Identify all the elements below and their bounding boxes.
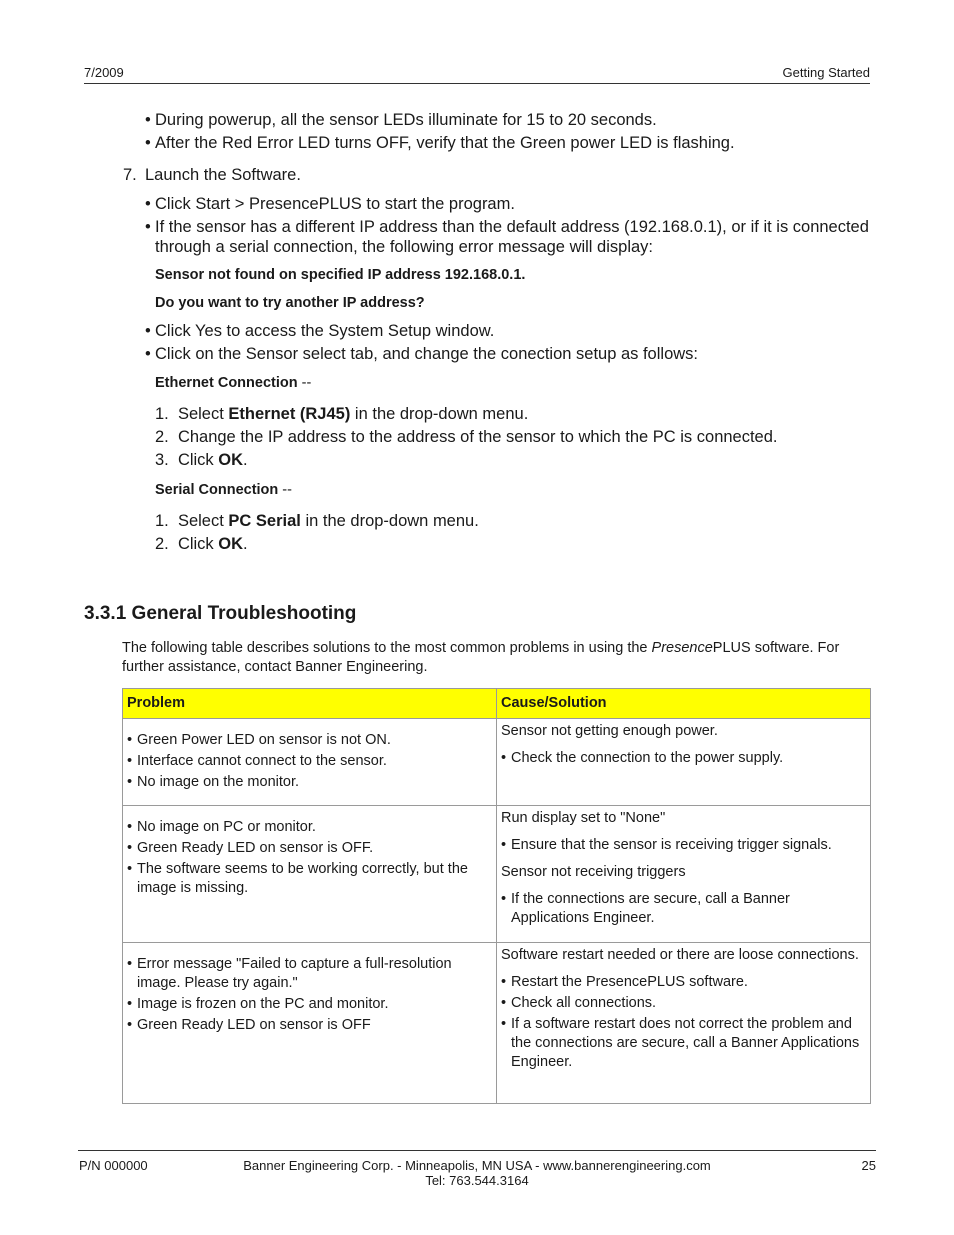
list-item: • Check all connections. [501, 995, 657, 1011]
header-section: Getting Started [782, 65, 870, 80]
list-item: • Check the connection to the power supply. [501, 750, 784, 766]
cause-text: Run display set to "None" [501, 810, 666, 826]
footer-part-number: P/N 000000 [79, 1158, 148, 1173]
ethernet-heading: Ethernet Connection -- [155, 375, 312, 391]
list-item: • Restart the PresencePLUS software. [501, 974, 748, 990]
list-item: • During powerup, all the sensor LEDs illuminate for 15 to 20 seconds. [145, 111, 657, 129]
footer-phone: Tel: 763.544.3164 [425, 1173, 529, 1188]
column-header-cause-solution: Cause/Solution [497, 689, 871, 719]
list-item: • Click Yes to access the System Setup window. [145, 322, 495, 340]
list-item: • Ensure that the sensor is receiving trigger signals. [501, 837, 832, 853]
error-message-line: Do you want to try another IP address? [155, 295, 425, 311]
list-item: • If the connections are secure, call a Banner Applications Engineer. [501, 891, 790, 926]
troubleshooting-table [122, 688, 871, 1104]
solution-cell [497, 719, 871, 806]
solution-cell [497, 943, 871, 1104]
serial-step: 1. Select PC Serial in the drop-down menu. [155, 512, 479, 530]
cause-text: Software restart needed or there are loose connections. [501, 947, 859, 963]
table-row [123, 806, 871, 943]
section-intro: The following table describes solutions to the most common problems in using the PresencePLUS software. For further assistance, contact Banner Engineering. [122, 640, 840, 675]
list-item: • The software seems to be working correctly, but the image is missing. [127, 861, 468, 896]
cause-text: Sensor not receiving triggers [501, 864, 686, 880]
footer-page-number: 25 [861, 1158, 876, 1173]
error-message-line: Sensor not found on specified IP address 192.168.0.1. [155, 267, 526, 283]
list-item: • Green Power LED on sensor is not ON. [127, 732, 391, 748]
cause-text: Sensor not getting enough power. [501, 723, 718, 739]
list-item: • Image is frozen on the PC and monitor. [127, 996, 389, 1012]
serial-step: 2. Click OK. [155, 535, 248, 553]
header-date: 7/2009 [84, 65, 124, 80]
ethernet-step: 1. Select Ethernet (RJ45) in the drop-down menu. [155, 405, 529, 423]
list-item: • If the sensor has a different IP address than the default address (192.168.0.1), or if it is connected through a serial connection, the following error message will display: [145, 218, 869, 256]
step-number: 7. [123, 166, 137, 184]
list-item: • No image on PC or monitor. [127, 819, 316, 835]
list-item: • Interface cannot connect to the sensor. [127, 753, 387, 769]
ethernet-step: 3. Click OK. [155, 451, 248, 469]
step-text: Launch the Software. [145, 166, 301, 184]
problem-cell [123, 806, 497, 943]
table-row [123, 719, 871, 806]
serial-heading: Serial Connection -- [155, 482, 292, 498]
ethernet-step: 2. Change the IP address to the address of the sensor to which the PC is connected. [155, 428, 778, 446]
section-heading: 3.3.1 General Troubleshooting [84, 603, 357, 624]
list-item: • Green Ready LED on sensor is OFF [127, 1017, 371, 1033]
list-item: • Error message "Failed to capture a full-resolution image. Please try again." [127, 956, 452, 991]
table-row [123, 943, 871, 1104]
list-item: • If a software restart does not correct the problem and the connections are secure, call a Banner Applications Engineer. [501, 1016, 860, 1070]
problem-cell [123, 719, 497, 806]
list-item: • After the Red Error LED turns OFF, verify that the Green power LED is flashing. [145, 134, 735, 152]
problem-cell [123, 943, 497, 1104]
footer-rule [78, 1150, 876, 1151]
list-item: • Click on the Sensor select tab, and change the conection setup as follows: [145, 345, 698, 363]
list-item: • No image on the monitor. [127, 774, 300, 790]
solution-cell [497, 806, 871, 943]
column-header-problem: Problem [123, 689, 497, 719]
list-item: • Green Ready LED on sensor is OFF. [127, 840, 374, 856]
footer-company: Banner Engineering Corp. - Minneapolis, MN USA - www.bannerengineering.com [243, 1158, 711, 1173]
list-item: • Click Start > PresencePLUS to start the program. [145, 195, 515, 213]
header-rule [84, 83, 870, 84]
table-header-row [123, 689, 871, 719]
